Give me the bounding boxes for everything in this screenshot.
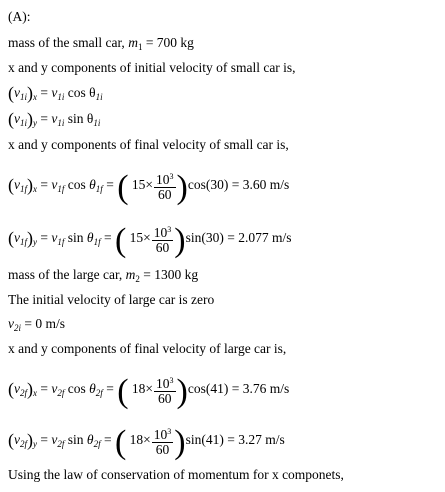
large-init-text: The initial velocity of large car is zero	[8, 292, 215, 307]
fraction: $\frac{10^3}{60}$	[156, 172, 174, 202]
large-final-components-text: x and y components of final velocity of large car is,	[8, 341, 287, 356]
small-car-mass-line: mass of the small car, $m_1 = 700$ kg	[8, 35, 194, 52]
small-final-x-eq: $(v_{1f})_x = v_{1f}$ $\cos \theta_{1f}$ = ( 15× $\frac{10^3}{60}$ )cos(30) = 3.60 m/s	[8, 169, 290, 207]
large-final-y-eq: $(v_{2f})_y = v_{2f}$ $\sin \theta_{2f}$ = ( 18× $\frac{10^3}{60}$ )sin(41) = 3.27 m/s	[8, 424, 285, 462]
part-label: (A):	[8, 9, 31, 24]
small-init-y-eq: $(v_{1i})_y = v_{1i}$ $\sin \theta_{1i}$	[8, 109, 101, 129]
fraction: $\frac{10^3}{60}$	[156, 376, 174, 406]
large-car-mass-line: mass of the large car, $m_2 = 1300$ kg	[8, 267, 199, 284]
fraction: $\frac{10^3}{60}$	[153, 225, 172, 255]
small-init-components-text: x and y components of initial velocity of small car is,	[8, 60, 296, 75]
fraction: $\frac{10^3}{60}$	[153, 427, 172, 457]
large-init-eq: $v_{2i} = 0$ m/s	[8, 316, 66, 333]
small-init-x-eq: $(v_{1i})_x = v_{1i}$ $\cos \theta_{1i}$	[8, 83, 103, 103]
small-final-components-text: x and y components of final velocity of small car is,	[8, 137, 289, 152]
large-final-x-eq: $(v_{2f})_x = v_{2f}$ $\cos \theta_{2f}$ = ( 18× $\frac{10^3}{60}$ )cos(41) = 3.76 m/s	[8, 373, 290, 411]
conservation-text: Using the law of conservation of momentum for x componets,	[8, 467, 344, 482]
small-final-y-eq: $(v_{1f})_y = v_{1f}$ $\sin \theta_{1f}$ = ( 15× $\frac{10^3}{60}$ )sin(30) = 2.077 m/s	[8, 222, 292, 260]
